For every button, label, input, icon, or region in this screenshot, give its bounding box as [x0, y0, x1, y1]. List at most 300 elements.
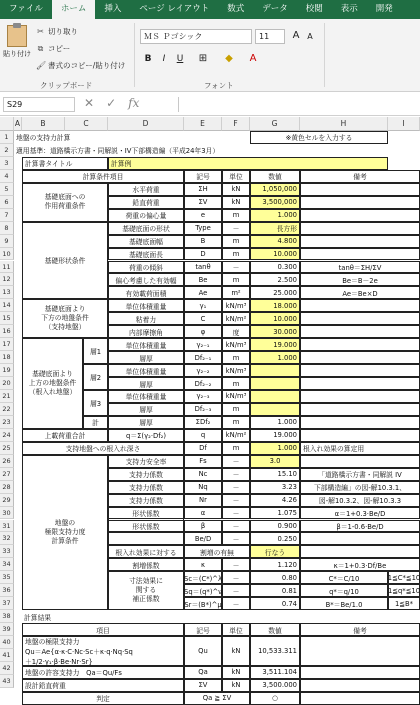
cell[interactable]: 項目	[22, 623, 184, 636]
cell[interactable]: m²	[222, 286, 250, 299]
cell[interactable]	[300, 390, 420, 403]
borders-icon[interactable]: ⊞	[198, 53, 208, 64]
cell[interactable]: 2.500	[250, 273, 300, 286]
cell[interactable]: Nc	[184, 468, 222, 481]
row-header[interactable]: 3	[0, 157, 14, 170]
cell[interactable]	[300, 377, 420, 390]
cell[interactable]	[300, 351, 420, 364]
ribbon-tab-bar	[0, 0, 420, 19]
cell[interactable]: 根入れ効果に対する	[108, 545, 184, 558]
cell[interactable]: e	[184, 209, 222, 222]
cell[interactable]	[300, 403, 420, 416]
tab-page-layout[interactable]: ページ レイアウト	[139, 4, 210, 14]
row-header[interactable]: 4	[0, 170, 14, 183]
cell[interactable]: κ	[184, 558, 222, 571]
cell[interactable]: 1.075	[250, 507, 300, 520]
row-header[interactable]: 20	[0, 377, 14, 390]
cell[interactable]	[250, 377, 300, 390]
cell[interactable]	[300, 692, 420, 705]
row-header[interactable]: 39	[0, 623, 14, 636]
cell[interactable]: ΣV	[184, 679, 222, 692]
cell[interactable]	[300, 196, 420, 209]
tab-data[interactable]: データ	[262, 4, 288, 14]
cell[interactable]: B	[184, 235, 222, 248]
row-header[interactable]: 29	[0, 494, 14, 507]
fx-icon[interactable]: fx	[128, 96, 140, 110]
row-header[interactable]: 35	[0, 571, 14, 584]
cell[interactable]: kN	[222, 196, 250, 209]
cell[interactable]: －	[222, 558, 250, 571]
tab-formulas[interactable]: 数式	[227, 4, 245, 14]
cell[interactable]: 0.74	[250, 597, 300, 610]
row-header[interactable]: 17	[0, 338, 14, 351]
select-all-corner[interactable]	[0, 117, 14, 131]
cell[interactable]: 単位	[222, 170, 250, 183]
cell[interactable]: 上載荷重合計	[22, 429, 108, 442]
cell[interactable]: m	[222, 273, 250, 286]
cell[interactable]: m	[222, 235, 250, 248]
cell[interactable]	[300, 299, 420, 312]
row-header[interactable]: 42	[0, 662, 14, 675]
row-header[interactable]: 31	[0, 520, 14, 533]
cell[interactable]: 10,533.311	[250, 636, 300, 666]
cell[interactable]: 記号	[184, 170, 222, 183]
cell[interactable]: 4.800	[250, 235, 300, 248]
cell[interactable]	[300, 532, 420, 545]
cell[interactable]	[250, 364, 300, 377]
cell[interactable]: φ	[184, 325, 222, 338]
cell[interactable]: 適用基準：道路橋示方書・同解説・IV下部構造編（平成24年3月）	[16, 147, 220, 156]
cancel-icon[interactable]: ✕	[84, 96, 95, 110]
cell[interactable]: ※黄色セルを入力する	[250, 131, 388, 144]
cell[interactable]: 層厚	[108, 377, 184, 390]
formula-bar	[0, 93, 420, 116]
cell[interactable]	[300, 183, 420, 196]
column-header[interactable]: E	[184, 117, 222, 131]
cell[interactable]: 1,050,000	[250, 183, 300, 196]
tab-file[interactable]: ファイル	[9, 4, 43, 14]
cell[interactable]: kN	[222, 679, 250, 692]
copy-button[interactable]	[36, 43, 70, 54]
cell[interactable]: －	[222, 584, 250, 597]
row-header[interactable]: 10	[0, 248, 14, 261]
cell[interactable]: 計	[83, 416, 108, 429]
row-header[interactable]: 5	[0, 183, 14, 196]
cell[interactable]: B*＝Be/1.0	[300, 597, 388, 610]
row-header[interactable]: 21	[0, 390, 14, 403]
paste-button[interactable]	[2, 23, 32, 71]
cell[interactable]: γ₁	[184, 299, 222, 312]
row-header[interactable]: 28	[0, 481, 14, 494]
row-header[interactable]: 15	[0, 312, 14, 325]
cell[interactable]: Type	[184, 222, 222, 235]
cell[interactable]: ΣV	[184, 196, 222, 209]
row-header[interactable]: 22	[0, 403, 14, 416]
cell[interactable]: 25.000	[250, 286, 300, 299]
cell[interactable]: 1.000	[250, 209, 300, 222]
cell[interactable]: kN	[222, 636, 250, 666]
cell[interactable]	[300, 338, 420, 351]
cell[interactable]: Be	[184, 273, 222, 286]
italic-button[interactable]: I	[162, 54, 166, 64]
cell[interactable]: tanθ＝ΣH/ΣV	[300, 261, 420, 274]
cell[interactable]: 計算条件項目	[22, 170, 184, 183]
cell[interactable]: 1≦B*	[388, 597, 420, 610]
cell[interactable]	[300, 666, 420, 679]
row-header[interactable]: 8	[0, 222, 14, 235]
cell[interactable]: 3.0	[250, 455, 300, 468]
cell[interactable]: 鉛直荷重	[108, 196, 184, 209]
format-painter-label: 書式のコピー/貼り付け	[48, 61, 126, 70]
cell[interactable]: m	[222, 442, 250, 455]
cell[interactable]: 基礎底面長	[108, 248, 184, 261]
column-header[interactable]: G	[250, 117, 300, 131]
cell[interactable]: 10.000	[250, 312, 300, 325]
cell[interactable]: 備考	[300, 623, 420, 636]
cell[interactable]	[250, 390, 300, 403]
copy-label: コピー	[48, 44, 71, 53]
cell[interactable]: 数値	[250, 170, 300, 183]
cell[interactable]: 1.120	[250, 558, 300, 571]
cell[interactable]: 層3	[83, 390, 108, 416]
row-header[interactable]: 27	[0, 468, 14, 481]
font-grow-button[interactable]: A	[292, 30, 300, 41]
cell[interactable]	[300, 429, 420, 442]
cell[interactable]: kN/m³	[222, 364, 250, 377]
cell[interactable]: D	[184, 248, 222, 261]
cell[interactable]: Be/D	[184, 532, 222, 545]
cell[interactable]	[300, 364, 420, 377]
font-shrink-button[interactable]: A	[307, 32, 313, 41]
cell[interactable]: Nr	[184, 494, 222, 507]
cell[interactable]: 形状係数	[108, 507, 184, 520]
cell[interactable]: Fs	[184, 455, 222, 468]
row-header[interactable]: 33	[0, 545, 14, 558]
cell[interactable]: kN	[222, 183, 250, 196]
cell[interactable]: 長方形	[250, 222, 300, 235]
cell[interactable]	[300, 248, 420, 261]
row-header[interactable]: 26	[0, 455, 14, 468]
cell[interactable]: Qa	[184, 666, 222, 679]
row-header[interactable]: 43	[0, 675, 14, 688]
cell[interactable]: Qa ≧ ΣV	[184, 692, 250, 705]
cell[interactable]: m	[222, 416, 250, 429]
cell[interactable]: Ae＝Be×D	[300, 286, 420, 299]
cell[interactable]: 0.250	[250, 532, 300, 545]
cell[interactable]: 1.000	[250, 416, 300, 429]
row-header[interactable]: 34	[0, 558, 14, 571]
cell[interactable]: －	[222, 520, 250, 533]
column-header[interactable]: C	[65, 117, 108, 131]
cell[interactable]: 19.000	[250, 338, 300, 351]
cell[interactable]: Sr＝(B*)^μ	[184, 597, 222, 610]
cell[interactable]: －	[222, 532, 250, 545]
cell[interactable]: 単位体積重量	[108, 390, 184, 403]
cell[interactable]: m	[222, 248, 250, 261]
cell[interactable]: tanθ	[184, 261, 222, 274]
cell[interactable]: 水平荷重	[108, 183, 184, 196]
tab-developer[interactable]: 開発	[375, 4, 393, 14]
row-header[interactable]: 1	[0, 131, 14, 144]
column-header[interactable]: A	[14, 117, 22, 131]
cell[interactable]	[300, 222, 420, 235]
tab-insert[interactable]: 挿入	[104, 4, 122, 14]
cell[interactable]: 支持地盤への根入れ深さ	[22, 442, 184, 455]
cell[interactable]	[300, 235, 420, 248]
cell[interactable]: 層厚	[108, 416, 184, 429]
cell[interactable]	[300, 545, 420, 558]
cell[interactable]	[300, 636, 420, 666]
result-formula: Qu＝Ae{α·κ·C·Nc·Sc＋κ·q·Nq·Sq	[25, 647, 133, 656]
fill-color-icon[interactable]: ◆	[225, 53, 233, 64]
cell[interactable]	[300, 312, 420, 325]
cell[interactable]	[300, 455, 420, 468]
cell[interactable]: kN/m³	[222, 299, 250, 312]
spreadsheet-grid[interactable]	[0, 117, 420, 704]
cell[interactable]: 根入れ効果の算定用	[300, 442, 420, 455]
cell[interactable]: 地盤の支持力計算	[16, 134, 71, 143]
row-header[interactable]: 7	[0, 209, 14, 222]
cell[interactable]: ○	[250, 692, 300, 705]
cell[interactable]: 単位体積重量	[108, 364, 184, 377]
cell[interactable]: 計算例	[108, 157, 388, 170]
cell[interactable]: 寸法効果に 関する 補正係数	[108, 571, 184, 610]
cell[interactable]: Qu	[184, 636, 222, 666]
cell[interactable]: kN/m³	[222, 338, 250, 351]
row-header[interactable]: 30	[0, 507, 14, 520]
row-header[interactable]: 36	[0, 584, 14, 597]
cell[interactable]: 支持力係数	[108, 494, 184, 507]
underline-button[interactable]: U	[176, 54, 184, 64]
cell[interactable]	[300, 679, 420, 692]
cell[interactable]: 基礎底面の形状	[108, 222, 184, 235]
cell[interactable]: 度	[222, 325, 250, 338]
cell[interactable]: 内部摩擦角	[108, 325, 184, 338]
column-header[interactable]: I	[388, 117, 420, 131]
font-name-select[interactable]: ＭＳ Ｐゴシック	[140, 29, 252, 44]
cell[interactable]: 3,511.104	[250, 666, 300, 679]
cell[interactable]: 0.900	[250, 520, 300, 533]
cell[interactable]: ΣH	[184, 183, 222, 196]
cell[interactable]: －	[222, 261, 250, 274]
tab-home[interactable]: ホーム	[52, 0, 96, 19]
cell[interactable]: 「道路橋示方書・同解説 IV	[300, 468, 420, 481]
cell[interactable]: 18.000	[250, 299, 300, 312]
font-group-label: フォント	[204, 81, 234, 90]
column-header[interactable]: D	[108, 117, 184, 131]
cell[interactable]: 計算結果	[24, 613, 52, 622]
cell[interactable]: m	[222, 209, 250, 222]
cell[interactable]: m	[222, 351, 250, 364]
cell[interactable]: Df₂₋₁	[184, 351, 222, 364]
cell[interactable]: 割増の有無	[184, 545, 250, 558]
cell[interactable]: －	[222, 507, 250, 520]
cell[interactable]: Df	[184, 442, 222, 455]
font-color-icon[interactable]: A	[249, 53, 257, 64]
font-size-select[interactable]: 11	[255, 29, 285, 44]
cell[interactable]: 層厚	[108, 351, 184, 364]
cell[interactable]: 図-解10.3.2、図-解10.3.3	[300, 494, 420, 507]
cell[interactable]: q＝Σ(γ₂·Df₂)	[108, 429, 184, 442]
row-header[interactable]: 25	[0, 442, 14, 455]
clipboard-icon	[7, 25, 27, 47]
cell[interactable]: 行なう	[250, 545, 300, 558]
cell[interactable]: Sq＝(q*)^ν	[184, 584, 222, 597]
cell[interactable]: －	[222, 222, 250, 235]
cell[interactable]: 備考	[300, 170, 420, 183]
cell[interactable]	[300, 325, 420, 338]
cell[interactable]: 判定	[22, 692, 184, 705]
cell[interactable]: Df₂₋₃	[184, 403, 222, 416]
cell[interactable]: －	[222, 468, 250, 481]
cell[interactable]: 荷重の偏心量	[108, 209, 184, 222]
row-header[interactable]: 40	[0, 636, 14, 649]
cell[interactable]: 1.000	[250, 351, 300, 364]
cell[interactable]: 地盤の許容支持力 Qa＝Qu/Fs	[22, 666, 184, 679]
cell[interactable]: kN/m²	[222, 312, 250, 325]
cell[interactable]: 19.000	[250, 429, 300, 442]
row-header[interactable]: 11	[0, 261, 14, 274]
cell[interactable]: 30.000	[250, 325, 300, 338]
cell[interactable]: 10.000	[250, 248, 300, 261]
cell[interactable]: m	[222, 377, 250, 390]
row-header[interactable]: 37	[0, 597, 14, 610]
name-box[interactable]: S29	[3, 97, 75, 112]
cell[interactable]: 単位	[222, 623, 250, 636]
cell[interactable]: 支持力安全率	[108, 455, 184, 468]
cell[interactable]: 記号	[184, 623, 222, 636]
cut-button[interactable]	[36, 26, 78, 37]
cell[interactable]: 偏心考慮した有効幅	[108, 273, 184, 286]
cell[interactable]: 数値	[250, 623, 300, 636]
cell[interactable]: β＝1-0.6·Be/D	[300, 520, 420, 533]
row-header[interactable]: 6	[0, 196, 14, 209]
cell[interactable]: 3.23	[250, 481, 300, 494]
cell[interactable]: γ₂₋₁	[184, 338, 222, 351]
cell[interactable]: 計算書タイトル	[22, 157, 108, 170]
cell[interactable]: 層厚	[108, 403, 184, 416]
cell[interactable]: 1≦C*≦10	[388, 571, 420, 584]
cell[interactable]: 割増係数	[108, 558, 184, 571]
cell[interactable]: Nq	[184, 481, 222, 494]
cell[interactable]: γ₂₋₂	[184, 364, 222, 377]
enter-icon[interactable]: ✓	[106, 96, 117, 110]
cell[interactable]	[300, 416, 420, 429]
row-header[interactable]: 32	[0, 532, 14, 545]
cell[interactable]: Ae	[184, 286, 222, 299]
cell[interactable]: 3,500.000	[250, 679, 300, 692]
column-header[interactable]: H	[300, 117, 388, 131]
cell[interactable]: －	[222, 571, 250, 584]
row-header[interactable]: 38	[0, 610, 14, 623]
cell[interactable]: γ₂₋₃	[184, 390, 222, 403]
row-header[interactable]: 19	[0, 364, 14, 377]
cell[interactable]: 形状係数	[108, 507, 184, 546]
cell[interactable]	[300, 209, 420, 222]
cell[interactable]: －	[222, 494, 250, 507]
formula-icons	[84, 96, 139, 110]
cell[interactable]: 有効載荷面積	[108, 286, 184, 299]
row-header[interactable]: 2	[0, 144, 14, 157]
cell[interactable]: 設計鉛直荷重	[22, 679, 184, 692]
row-header[interactable]: 18	[0, 351, 14, 364]
cell[interactable]: －	[222, 455, 250, 468]
cell[interactable]: 層2	[83, 364, 108, 390]
cell[interactable]	[250, 403, 300, 416]
cell[interactable]: 荷重の傾斜	[108, 261, 184, 274]
row-header[interactable]: 41	[0, 649, 14, 662]
column-header[interactable]: F	[222, 117, 250, 131]
format-painter-button[interactable]	[36, 60, 125, 71]
cell[interactable]: 3,500,000	[250, 196, 300, 209]
cell[interactable]: 基礎形状条件	[22, 222, 108, 300]
cell[interactable]: m	[222, 403, 250, 416]
cell[interactable]: κ＝1+0.3·Df/Be	[300, 558, 420, 571]
cell[interactable]: 1≦q*≦10	[388, 584, 420, 597]
cell[interactable]: 基礎底面より 下方の地盤条件 （支持地盤）	[22, 299, 108, 338]
cell[interactable]: 15.10	[250, 468, 300, 481]
cell[interactable]: 単位体積重量	[108, 299, 184, 312]
cell[interactable]: 地盤の 極限支持力度 計算条件	[22, 455, 108, 610]
cell[interactable]: 下部構造編」の図-解10.3.1、	[300, 481, 420, 494]
row-header[interactable]: 13	[0, 286, 14, 299]
cell[interactable]: C*＝C/10	[300, 571, 388, 584]
cell[interactable]: Sc＝(C*)^λ	[184, 571, 222, 584]
row-header[interactable]: 14	[0, 299, 14, 312]
tab-view[interactable]: 表示	[340, 4, 358, 14]
row-header[interactable]: 9	[0, 235, 14, 248]
column-header[interactable]: B	[22, 117, 65, 131]
cell[interactable]	[22, 636, 184, 666]
bold-button[interactable]: B	[144, 54, 152, 64]
cell[interactable]: C	[184, 312, 222, 325]
cell[interactable]: 支持力係数	[108, 468, 184, 481]
cell[interactable]: q*＝q/10	[300, 584, 388, 597]
cell[interactable]: ΣDf₂	[184, 416, 222, 429]
cell[interactable]: Be＝B－2e	[300, 273, 420, 286]
cell[interactable]: β	[184, 520, 222, 533]
cell[interactable]: kN	[222, 666, 250, 679]
row-header[interactable]: 16	[0, 325, 14, 338]
cell[interactable]: 0.300	[250, 261, 300, 274]
row-header[interactable]: 23	[0, 416, 14, 429]
formula-input[interactable]	[178, 97, 420, 112]
cell[interactable]: 1.000	[250, 442, 300, 455]
cell[interactable]: 基礎底面より 上方の地盤条件 （根入れ地盤）	[22, 338, 83, 429]
tab-review[interactable]: 校閲	[305, 4, 323, 14]
cell[interactable]: 層1	[83, 338, 108, 364]
cell[interactable]: －	[222, 481, 250, 494]
cell[interactable]: －	[222, 597, 250, 610]
cell[interactable]: kN/m³	[222, 390, 250, 403]
cell[interactable]: 基礎底面幅	[108, 235, 184, 248]
row-header[interactable]: 24	[0, 429, 14, 442]
cell[interactable]: 4.26	[250, 494, 300, 507]
row-header[interactable]: 12	[0, 273, 14, 286]
cell[interactable]: 単位体積重量	[108, 338, 184, 351]
cell[interactable]: Df₂₋₂	[184, 377, 222, 390]
cell[interactable]: 0.81	[250, 584, 300, 597]
cell[interactable]: kN/m²	[222, 429, 250, 442]
cell[interactable]: 粘着力	[108, 312, 184, 325]
cell[interactable]: 支持力係数	[108, 481, 184, 494]
cell[interactable]: 基礎底面への 作用荷重条件	[22, 183, 108, 222]
cell[interactable]: α＝1+0.3·Be/D	[300, 507, 420, 520]
cell[interactable]: q	[184, 429, 222, 442]
copy-icon: ⧉	[37, 44, 44, 53]
cell[interactable]: α	[184, 507, 222, 520]
cell[interactable]: 0.80	[250, 571, 300, 584]
